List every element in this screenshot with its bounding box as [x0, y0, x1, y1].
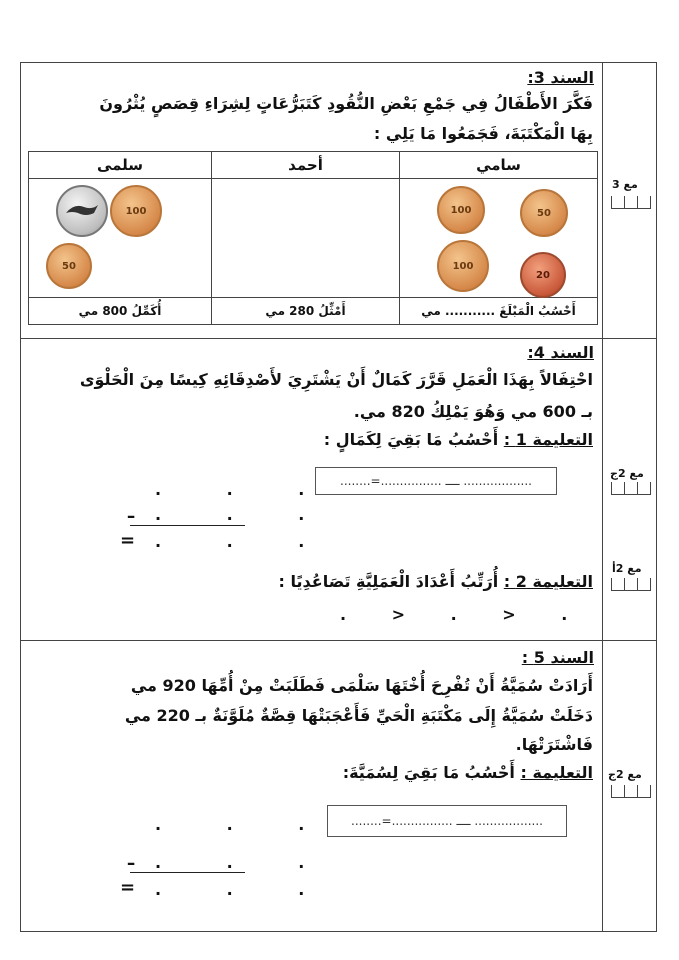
coin-100: 100	[437, 186, 485, 234]
score-boxes-sec3[interactable]	[612, 196, 651, 209]
section4-line2: بـ 600 مي وَهُوَ يَمْلِكُ 820 مي.	[353, 402, 593, 421]
footer-sami: أَحْسُبُ الْمَبْلَغَ ........... مي	[400, 298, 598, 325]
coin-100: 100	[110, 185, 162, 237]
task-answer-box[interactable]: ........=................ ــــ ..................	[327, 805, 567, 837]
cell-sami	[400, 179, 598, 298]
section4-task2	[279, 572, 593, 591]
work-row1: . . .	[155, 480, 335, 499]
section5-line2: دَخَلَتْ سُمَيَّةُ إِلَى مَكْتَبَةِ الْحَيِّ فَأَعْجَبَتْهَا قِصَّةٌ مُلَوَّنَةٌ بـ 220 مي	[124, 706, 593, 725]
task2-label: التعليمة 2 :	[503, 572, 593, 591]
equals-sign: =	[120, 530, 136, 551]
work-row1: . . .	[155, 815, 335, 834]
task-text: أَحْسُبُ مَا بَقِيَ لِسُمَيَّةَ:	[342, 763, 515, 782]
header-ahmed: أحمد	[212, 152, 400, 179]
section5-line3: فَاشْتَرَتْهَا.	[515, 735, 593, 754]
score-boxes-sec4b[interactable]	[612, 578, 651, 591]
minus-sign: ـ	[128, 502, 135, 523]
score-label-sec4b: مع 2أ	[612, 562, 642, 575]
section4-title: السند 4:	[527, 343, 594, 362]
coin-1-dinar	[56, 185, 108, 237]
section5-line1: أَرَادَتْ سُمَيَّةُ أَنْ تُفْرِحَ أُخْتَهَا سَلْمَى فَطَلَبَتْ مِنْ أُمِّهَا 920 مي	[130, 676, 593, 695]
work-row3: . . .	[155, 532, 335, 551]
header-salma: سلمى	[29, 152, 212, 179]
section-divider-1	[20, 338, 657, 339]
task1-text: أَحْسُبُ مَا بَقِيَ لِكَمَالٍ :	[323, 430, 499, 449]
task1-label: التعليمة 1 :	[503, 430, 593, 449]
section3-line2: بِهَا الْمَكْتَبَةَ، فَجَمَعُوا مَا يَلِي :	[373, 124, 593, 143]
score-label-sec5: مع 2ج	[608, 768, 642, 781]
work-row2: . . .	[155, 505, 335, 524]
section4-task1	[324, 430, 593, 449]
section5-task	[343, 763, 593, 782]
order-line: . > . > .	[340, 605, 588, 624]
score-boxes-sec4a[interactable]	[612, 482, 651, 495]
task1-answer-box[interactable]: ........=................ ــــ ..................	[315, 467, 557, 495]
sum-line	[130, 872, 245, 873]
footer-salma: أُكَمِّلُ 800 مي	[29, 298, 212, 325]
sum-line	[130, 525, 245, 526]
score-boxes-sec5[interactable]	[612, 785, 651, 798]
score-label-sec4a: مع 2ج	[610, 467, 644, 480]
equals-sign: =	[120, 877, 136, 898]
work-row2: . . .	[155, 853, 335, 872]
coin-100: 100	[437, 240, 489, 292]
minus-sign: ـ	[128, 849, 135, 870]
section3-title: السند 3:	[527, 68, 594, 87]
coins-table	[28, 151, 598, 325]
coin-50: 50	[46, 243, 92, 289]
section4-line1: احْتِفَالاً بِهَذَا الْعَمَلِ قَرَّرَ كَمَالٌ أَنْ يَشْتَرِيَ لأَصْدِقَائِهِ كِيسًا مِنَ الْحَلْوَى	[79, 370, 593, 389]
section-divider-2	[20, 640, 657, 641]
work-row3: . . .	[155, 880, 335, 899]
score-column-divider	[602, 62, 603, 932]
footer-ahmed: أَمْثِّلُ 280 مي	[212, 298, 400, 325]
section5-title: السند 5 :	[521, 648, 594, 667]
task2-text: أُرَتِّبُ أَعْدَادَ الْعَمَلِيَّةِ تَصَاعُدِيًا :	[278, 572, 499, 591]
task-label: التعليمة :	[520, 763, 593, 782]
section3-line1: فَكَّرَ الأَطْفَالُ فِي جَمْعِ بَعْضِ النُّقُودِ كَتَبَرُّعَاتٍ لِشِرَاءِ قِصَصٍ يُثْرُونَ	[99, 94, 593, 113]
header-sami: سامي	[400, 152, 598, 179]
cell-ahmed	[212, 179, 400, 298]
score-label-sec3: مع 3	[612, 178, 638, 191]
dinar-emblem-icon	[64, 201, 100, 221]
coin-50: 50	[520, 189, 568, 237]
coin-20: 20	[520, 252, 566, 298]
